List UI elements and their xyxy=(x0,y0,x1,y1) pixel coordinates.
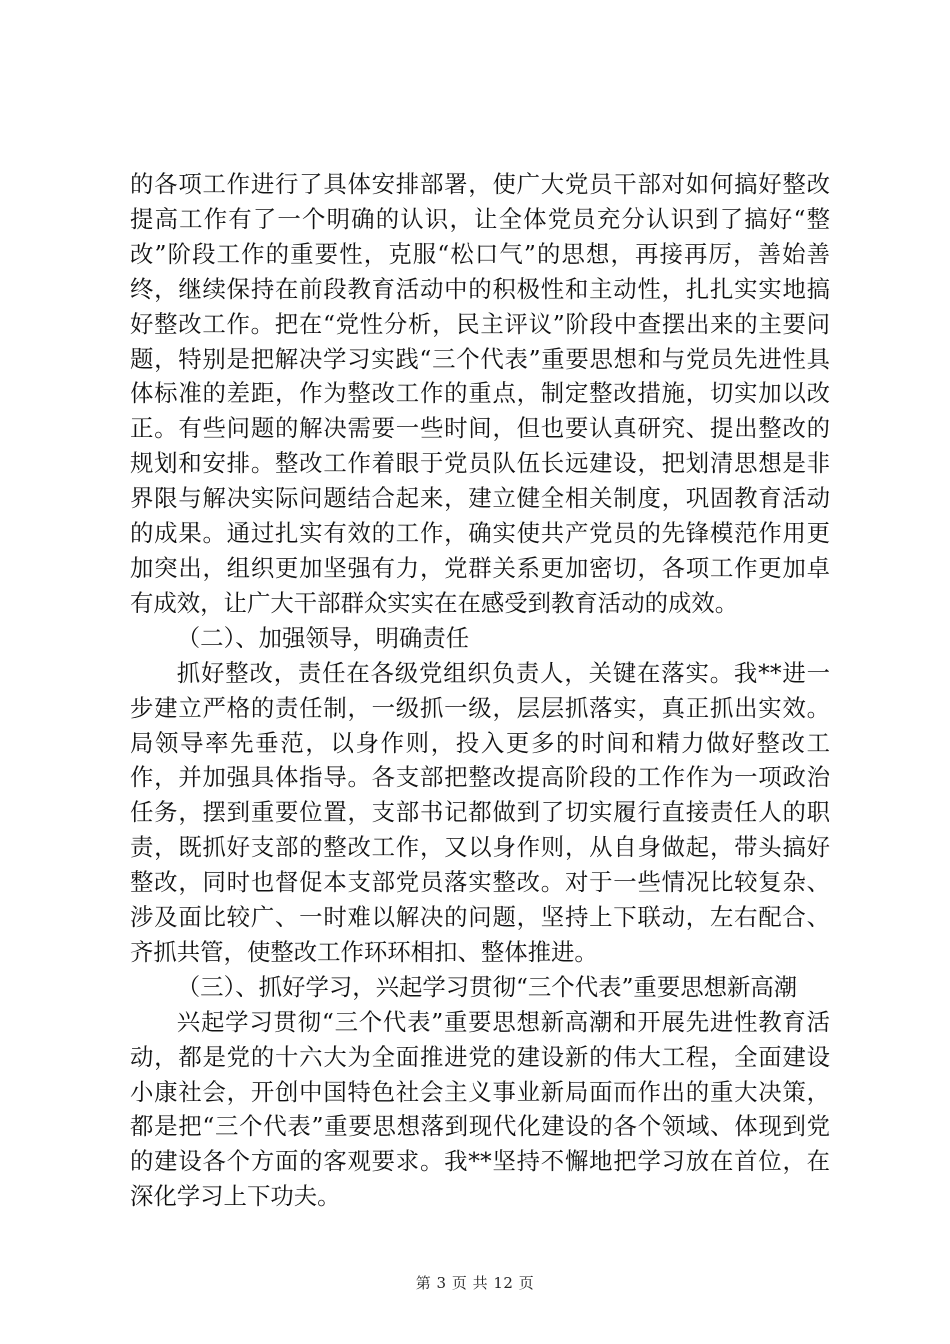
paragraph-continuation: 的各项工作进行了具体安排部署，使广大党员干部对如何搞好整改提高工作有了一个明确的认识，让全体党员充分认识到了搞好“整改”阶段工作的重要性，克服“松口气”的思想，再接再厉，善始善终，继续保持在前段教育活动中的积极性和主动性，扎扎实实地搞好整改工作。把在“党性分析，民主评议”阶段中查摆出来的主要问题，特别是把解决学习实践“三个代表”重要思想和与党员先进性具体标准的差距，作为整改工作的重点，制定整改措施，切实加以改正。有些问题的解决需要一些时间，但也要认真研究、提出整改的规划和安排。整改工作着眼于党员队伍长远建设，把划清思想是非界限与解决实际问题结合起来，建立健全相关制度，巩固教育活动的成果。通过扎实有效的工作，确实使共产党员的先锋模范作用更加突出，组织更加坚强有力，党群关系更加密切，各项工作更加卓有成效，让广大干部群众实实在在感受到教育活动的成效。 xyxy=(130,170,830,617)
paragraph-responsibility: 抓好整改，责任在各级党组织负责人，关键在落实。我**进一步建立严格的责任制，一级抓一级，层层抓落实，真正抓出实效。局领导率先垂范，以身作则，投入更多的时间和精力做好整改工作，并加强具体指导。各支部把整改提高阶段的工作作为一项政治任务，摆到重要位置，支部书记都做到了切实履行直接责任人的职责，既抓好支部的整改工作，又以身作则，从自身做起，带头搞好整改，同时也督促本支部党员落实整改。对于一些情况比较复杂、涉及面比较广、一时难以解决的问题，坚持上下联动，左右配合、齐抓共管，使整改工作环环相扣、整体推进。 xyxy=(130,658,830,966)
page-footer: 第 3 页 共 12 页 xyxy=(415,1274,535,1292)
section-heading-2: （二）、加强领导，明确责任 xyxy=(176,623,470,652)
section-heading-3: （三）、抓好学习，兴起学习贯彻“三个代表”重要思想新高潮 xyxy=(176,972,798,1001)
paragraph-study: 兴起学习贯彻“三个代表”重要思想新高潮和开展先进性教育活动，都是党的十六大为全面推进党的建设新的伟大工程，全面建设小康社会，开创中国特色社会主义事业新局面而作出的重大决策，都是把“三个代表”重要思想落到现代化建设的各个领域、体现到党的建设各个方面的客观要求。我**坚持不懈地把学习放在首位，在深化学习上下功夫。 xyxy=(130,1007,830,1211)
document-body xyxy=(130,167,830,1214)
